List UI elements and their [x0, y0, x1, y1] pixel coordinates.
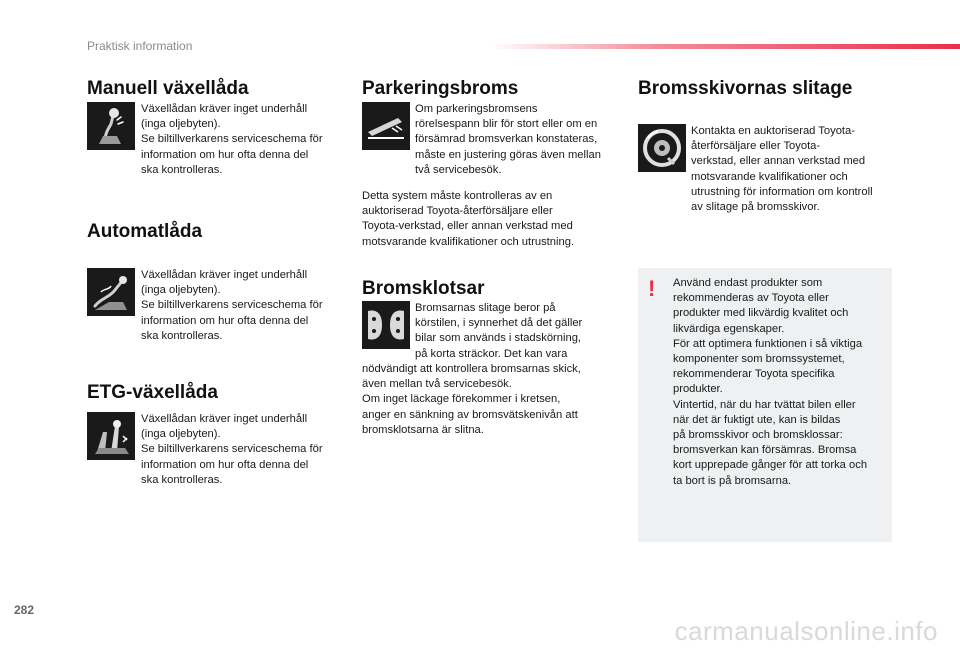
brake-discs-text	[691, 124, 891, 215]
text-line: försämrad bromsverkan konstateras,	[415, 133, 598, 146]
text-line: nödvändigt att kontrollera bromsarnas skick,	[362, 363, 581, 375]
text-line: verkstad, eller annan verkstad med	[691, 155, 866, 168]
text-line: två servicebesök.	[415, 163, 502, 176]
exclamation-icon: !	[648, 276, 656, 301]
parking-brake-lever-icon	[362, 102, 410, 150]
text-line: Vintertid, när du har tvättat bilen eller	[673, 398, 856, 411]
text-line: utrustning för information om kontroll	[691, 185, 873, 198]
automatic-gearbox-text	[141, 268, 341, 344]
text-line: (inga oljebyten).	[141, 428, 221, 441]
parking-brake-body	[362, 189, 622, 250]
text-line: när det är fuktigt ute, kan is bildas	[673, 413, 841, 426]
text-line: rörelsespann blir för stort eller om en	[415, 118, 598, 131]
text-line: motsvarande kvalifikationer och utrustning.	[362, 235, 575, 248]
page-number: 282	[14, 603, 35, 617]
text-line: Växellådan kräver inget underhåll	[141, 413, 308, 425]
text-line: Se biltillverkarens serviceschema för	[141, 299, 323, 312]
text-line: återförsäljare eller Toyota-	[691, 140, 821, 153]
text-line: information om hur ofta denna del	[141, 458, 309, 471]
automatic-gearbox-heading: Automatlåda	[87, 221, 203, 242]
text-line: För att optimera funktionen i så viktiga	[673, 337, 863, 350]
text-line: Toyota-verkstad, eller annan verkstad med	[362, 220, 573, 233]
text-line: motsvarande kvalifikationer och	[691, 170, 848, 183]
text-line: bromsklotsarna är slitna.	[362, 423, 484, 436]
text-line: ska kontrolleras.	[141, 163, 223, 176]
manual-gearbox-text	[141, 102, 341, 178]
text-line: ta bort is på bromsarna.	[673, 474, 792, 487]
text-line: produkter.	[673, 383, 723, 396]
text-line: måste en justering göras även mellan	[415, 148, 601, 161]
header-accent-bar	[490, 44, 960, 49]
text-line: auktoriserad Toyota-återförsäljare eller	[362, 205, 553, 218]
text-line: även mellan två servicebesök.	[362, 378, 512, 391]
text-line: ska kontrolleras.	[141, 473, 223, 486]
etg-gearbox-text	[141, 412, 341, 488]
text-line: Växellådan kräver inget underhåll	[141, 103, 308, 115]
text-line: information om hur ofta denna del	[141, 314, 309, 327]
text-line: anger en sänkning av bromsvätskenivån att	[362, 408, 578, 421]
text-line: Se biltillverkarens serviceschema för	[141, 443, 323, 456]
text-line: rekommenderar Toyota specifika	[673, 368, 835, 381]
text-line: Om parkeringsbromsens	[415, 103, 538, 115]
brake-pads-intro	[415, 301, 625, 362]
text-line: Använd endast produkter som	[673, 277, 823, 289]
text-line: Se biltillverkarens serviceschema för	[141, 133, 323, 146]
automatic-gear-selector-icon	[87, 268, 135, 316]
text-line: på korta sträckor. Det kan vara	[415, 347, 568, 360]
text-line: bromsverkan kan försämras. Bromsa	[673, 444, 857, 457]
watermark: carmanualsonline.info	[674, 616, 938, 646]
text-line: information om hur ofta denna del	[141, 148, 309, 161]
warning-text	[673, 276, 885, 489]
text-line: (inga oljebyten).	[141, 118, 221, 131]
text-line: Växellådan kräver inget underhåll	[141, 269, 308, 281]
text-line: Detta system måste kontrolleras av en	[362, 190, 553, 202]
text-line: ska kontrolleras.	[141, 329, 223, 342]
text-line: likvärdiga egenskaper.	[673, 322, 785, 335]
text-line: på bromsskivor och bromsklossar:	[673, 429, 843, 442]
text-line: Om inget läckage förekommer i kretsen,	[362, 393, 561, 406]
text-line: rekommenderas av Toyota eller	[673, 292, 829, 305]
parking-brake-heading: Parkeringsbroms	[362, 78, 519, 99]
brake-discs-heading: Bromsskivornas slitage	[638, 78, 853, 99]
etg-gearbox-heading: ETG-växellåda	[87, 382, 218, 403]
section-title: Praktisk information	[87, 39, 193, 53]
text-line: Bromsarnas slitage beror på	[415, 302, 556, 314]
manual-gearbox-heading: Manuell växellåda	[87, 78, 249, 99]
text-line: produkter med likvärdig kvalitet och	[673, 307, 849, 320]
parking-brake-intro	[415, 102, 625, 178]
brake-pads-heading: Bromsklotsar	[362, 278, 485, 299]
text-line: kort upprepade gånger för att torka och	[673, 459, 868, 472]
etg-gear-selector-icon	[87, 412, 135, 460]
warning-panel	[638, 268, 892, 542]
text-line: bilar som används i stadskörning,	[415, 332, 582, 345]
text-line: komponenter som bromssystemet,	[673, 353, 845, 366]
text-line: av slitage på bromsskivor.	[691, 201, 820, 214]
brake-disc-icon	[638, 124, 686, 172]
brake-pads-body	[362, 362, 624, 438]
text-line: körstilen, i synnerhet då det gäller	[415, 317, 583, 330]
manual-gear-lever-icon	[87, 102, 135, 150]
brake-pads-icon	[362, 301, 410, 349]
text-line: (inga oljebyten).	[141, 284, 221, 297]
text-line: Kontakta en auktoriserad Toyota-	[691, 125, 855, 137]
